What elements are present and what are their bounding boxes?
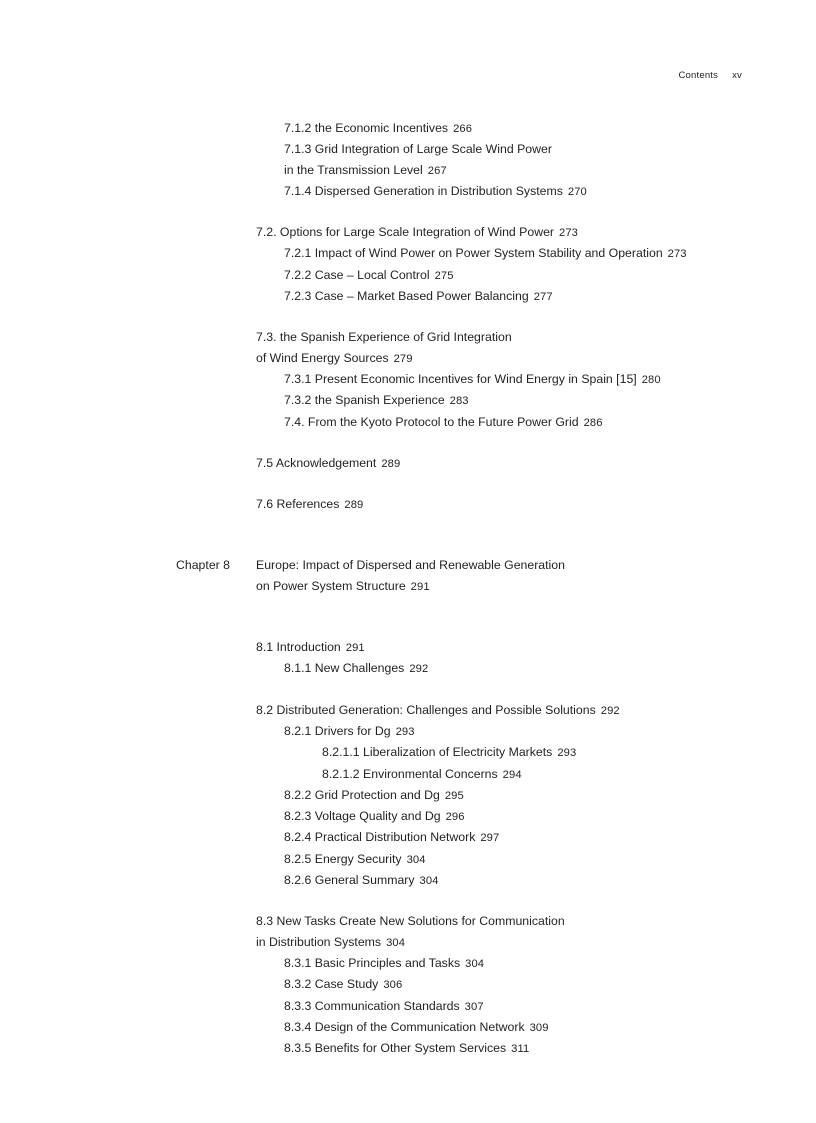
toc-entry-page: 270 xyxy=(567,185,587,198)
toc-entry-title: 8.2.3 Voltage Quality and Dg xyxy=(284,809,441,824)
toc-entry[interactable] xyxy=(0,870,816,891)
toc-entry-title: 8.2.2 Grid Protection and Dg xyxy=(284,787,440,802)
toc-entry-page: 309 xyxy=(529,1021,549,1034)
toc-entry[interactable] xyxy=(0,911,816,931)
toc-section-chapter-8 xyxy=(0,637,816,1059)
toc-entry[interactable] xyxy=(0,827,816,848)
toc-entry-page: 306 xyxy=(383,979,403,992)
toc-entry[interactable] xyxy=(0,118,816,139)
chapter-title-line-2-text: on Power System Structure xyxy=(256,578,406,593)
toc-entry[interactable] xyxy=(0,721,816,742)
toc-entry-title: 8.3.1 Basic Principles and Tasks xyxy=(284,955,461,970)
toc-entry[interactable] xyxy=(0,286,816,307)
toc-entry-page: 280 xyxy=(641,373,661,386)
toc-entry-page: 286 xyxy=(583,416,603,429)
toc-entry-title: 8.1 Introduction xyxy=(256,640,341,655)
toc-entry[interactable] xyxy=(0,1038,816,1059)
toc-entry-title: 8.3.5 Benefits for Other System Services xyxy=(284,1041,507,1056)
toc-entry-title: 8.3.4 Design of the Communication Network xyxy=(284,1019,525,1034)
toc-entry-title: 8.2.1.2 Environmental Concerns xyxy=(322,766,498,781)
toc-entry-title: 8.3 New Tasks Create New Solutions for Communication xyxy=(256,914,565,929)
toc-entry-title: of Wind Energy Sources xyxy=(256,350,389,365)
toc-entry-page: 291 xyxy=(345,642,365,655)
toc-entry-title: 8.2.1.1 Liberalization of Electricity Markets xyxy=(322,745,553,760)
toc-entry[interactable] xyxy=(0,369,816,390)
toc-spacer xyxy=(0,680,816,700)
toc-entry-page: 266 xyxy=(453,123,473,135)
toc-entry[interactable] xyxy=(0,222,816,243)
toc-entry[interactable] xyxy=(0,327,816,347)
toc-entry-page: 307 xyxy=(464,1000,484,1013)
toc-entry-title: 7.2.1 Impact of Wind Power on Power System Stability and Operation xyxy=(284,246,663,261)
toc-entry-title: 7.6 References xyxy=(256,497,340,512)
toc-entry-title: 7.3. the Spanish Experience of Grid Integration xyxy=(256,330,512,345)
chapter-title-page: 291 xyxy=(410,580,430,593)
toc-entry-title: 7.2.3 Case – Market Based Power Balancing xyxy=(284,289,529,304)
chapter-spacer xyxy=(0,515,816,555)
running-head xyxy=(678,70,742,81)
toc-entry[interactable] xyxy=(0,764,816,785)
toc-entry-page: 296 xyxy=(445,811,465,824)
toc-entry-page: 292 xyxy=(600,704,620,717)
toc-entry-title: in the Transmission Level xyxy=(284,162,423,177)
toc-entry[interactable] xyxy=(0,996,816,1017)
toc-entry-page: 293 xyxy=(395,725,415,738)
toc-spacer xyxy=(0,202,816,222)
toc-entry[interactable] xyxy=(0,974,816,995)
toc-entry-title: 8.2.1 Drivers for Dg xyxy=(284,723,391,738)
toc-entry-page: 304 xyxy=(419,875,439,888)
toc-entry-page: 273 xyxy=(667,248,687,261)
toc-entry-page: 297 xyxy=(480,832,500,845)
toc-entry[interactable] xyxy=(0,1017,816,1038)
toc-entry-title: 8.2.6 General Summary xyxy=(284,873,415,888)
toc-entry[interactable] xyxy=(0,637,816,658)
chapter-title-line-1: Europe: Impact of Dispersed and Renewable Generation xyxy=(256,558,565,573)
toc-entry-title: 8.3.3 Communication Standards xyxy=(284,998,460,1013)
toc-entry[interactable] xyxy=(0,265,816,286)
chapter-heading-block xyxy=(0,555,816,597)
toc-entry[interactable] xyxy=(0,390,816,411)
chapter-title-line-2 xyxy=(256,576,816,597)
toc-entry[interactable] xyxy=(0,658,816,679)
toc-spacer xyxy=(0,307,816,327)
toc-entry-page: 304 xyxy=(465,957,485,970)
toc-entry[interactable] xyxy=(0,932,816,953)
toc-entry[interactable] xyxy=(0,494,816,515)
toc-entry-page: 279 xyxy=(393,352,413,365)
toc-entry-title: 7.1.2 the Economic Incentives xyxy=(284,121,449,135)
toc-entry-page: 273 xyxy=(559,227,578,240)
toc-entry-title: 8.2.4 Practical Distribution Network xyxy=(284,830,476,845)
toc-entry-title: 8.1.1 New Challenges xyxy=(284,661,405,676)
toc-entry[interactable] xyxy=(0,742,816,763)
running-head-label: Contents xyxy=(678,70,719,81)
toc-section-chapter-7 xyxy=(0,118,816,515)
toc-entry-title: 7.2. Options for Large Scale Integration of Wind Power xyxy=(256,225,555,240)
toc-entry[interactable] xyxy=(0,160,816,181)
toc-entry-page: 311 xyxy=(511,1043,530,1056)
toc-spacer xyxy=(0,474,816,494)
page-folio: xv xyxy=(732,70,742,81)
toc-entry-page: 293 xyxy=(557,747,577,760)
toc-entry-title: 7.3.2 the Spanish Experience xyxy=(284,393,445,408)
toc-spacer xyxy=(0,891,816,911)
toc-entry[interactable] xyxy=(0,785,816,806)
chapter-label: Chapter 8 xyxy=(176,558,231,573)
toc-entry-title: 7.1.3 Grid Integration of Large Scale Wind Power xyxy=(284,142,552,157)
toc-entry-title: 7.4. From the Kyoto Protocol to the Future Power Grid xyxy=(284,414,579,429)
toc-entry-title: 8.2 Distributed Generation: Challenges and Possible Solutions xyxy=(256,702,596,717)
toc-entry-page: 275 xyxy=(434,269,454,282)
toc-entry-page: 283 xyxy=(449,395,469,408)
toc-entry[interactable] xyxy=(0,953,816,974)
toc-entry[interactable] xyxy=(0,243,816,264)
toc-entry[interactable] xyxy=(0,806,816,827)
toc-entry-page: 289 xyxy=(381,457,401,470)
toc-entry-page: 289 xyxy=(344,499,364,512)
toc-entry[interactable] xyxy=(0,700,816,721)
toc-entry[interactable] xyxy=(0,139,816,159)
toc-entry-page: 267 xyxy=(427,164,447,177)
toc-entry[interactable] xyxy=(0,849,816,870)
toc-entry[interactable] xyxy=(0,181,816,202)
table-of-contents xyxy=(0,118,816,1059)
toc-entry-page: 277 xyxy=(533,291,553,304)
toc-spacer xyxy=(0,433,816,453)
toc-entry-title: 7.1.4 Dispersed Generation in Distribution Systems xyxy=(284,183,563,198)
toc-entry-page: 304 xyxy=(406,853,426,866)
chapter-spacer-after xyxy=(0,597,816,637)
toc-entry-page: 304 xyxy=(386,936,406,949)
toc-entry[interactable] xyxy=(0,412,816,433)
toc-entry-title: 7.2.2 Case – Local Control xyxy=(284,267,430,282)
toc-entry-title: 7.3.1 Present Economic Incentives for Wind Energy in Spain [15] xyxy=(284,371,637,386)
toc-entry-title: 8.3.2 Case Study xyxy=(284,977,379,992)
toc-entry-title: 7.5 Acknowledgement xyxy=(256,455,377,470)
toc-entry[interactable] xyxy=(0,453,816,474)
toc-entry-title: 8.2.5 Energy Security xyxy=(284,851,402,866)
toc-entry[interactable] xyxy=(0,348,816,369)
toc-entry-title: in Distribution Systems xyxy=(256,934,382,949)
toc-entry-page: 294 xyxy=(502,768,522,781)
chapter-title xyxy=(0,555,816,597)
toc-entry-page: 295 xyxy=(444,789,464,802)
toc-entry-page: 292 xyxy=(409,663,429,676)
